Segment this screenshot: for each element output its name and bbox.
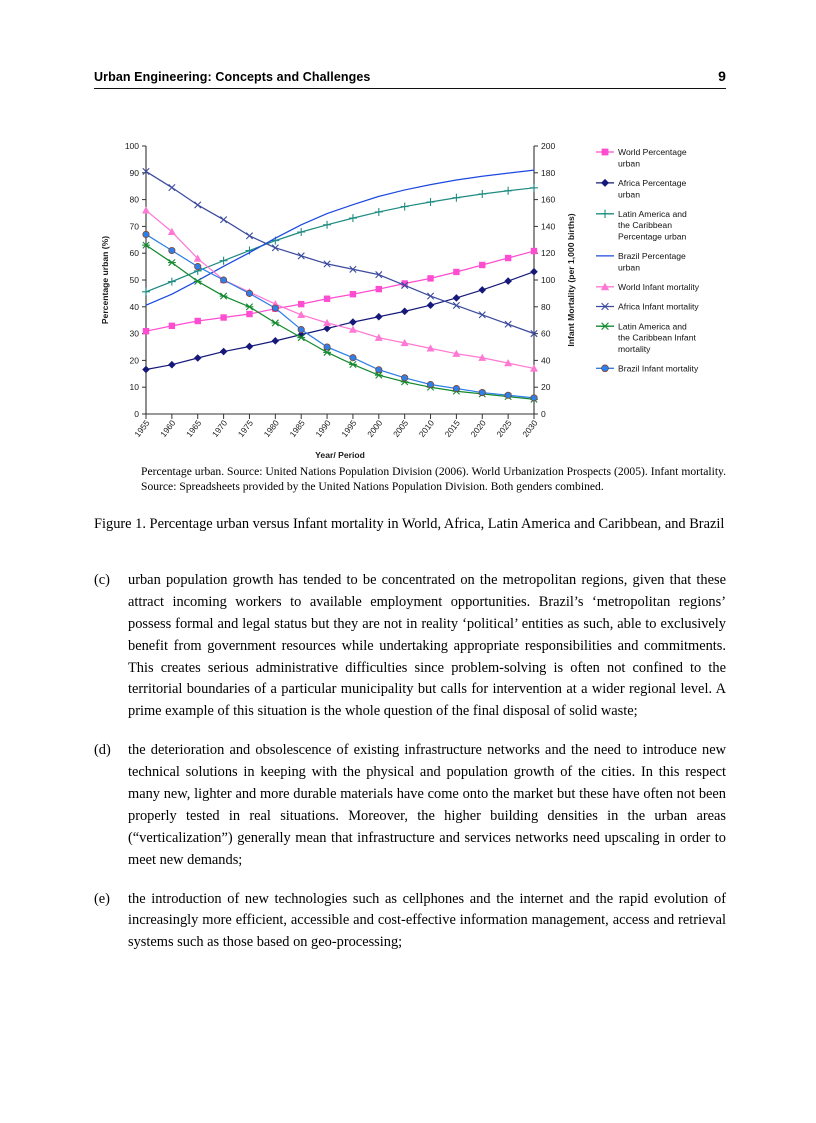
line-chart [94, 132, 726, 462]
list-item-marker: (e) [94, 890, 110, 907]
y-axis-right-tick-label: 0 [541, 409, 546, 419]
legend-label: Africa Infant mortality [618, 301, 699, 312]
marker-circle [453, 385, 459, 391]
legend-label: urban [618, 262, 640, 273]
y-axis-left-tick-label: 60 [129, 248, 139, 259]
list-item [94, 889, 726, 955]
marker-square [246, 311, 252, 317]
chart-container [94, 132, 726, 462]
marker-circle [246, 290, 252, 296]
y-axis-left-tick-label: 50 [129, 275, 139, 285]
marker-circle [169, 247, 175, 253]
marker-circle [479, 389, 485, 395]
header-divider [94, 88, 726, 89]
x-axis-tick-label: 1955 [132, 418, 152, 439]
legend-label: Latin America and [618, 209, 687, 219]
legend-label: Africa Percentage [618, 178, 687, 189]
legend-label: Brazil Infant mortality [618, 363, 699, 374]
legend-item[interactable] [596, 209, 687, 241]
legend-label: World Infant mortality [618, 282, 700, 292]
x-axis-tick-label: 1970 [209, 418, 230, 439]
y-axis-right-tick-label: 20 [541, 382, 551, 393]
x-axis-tick-label: 1995 [339, 418, 359, 439]
y-axis-right-tick-label: 100 [541, 275, 556, 285]
y-axis-right-tick-label: 140 [541, 221, 556, 232]
y-axis-right-tick-label: 180 [541, 167, 556, 178]
legend-item[interactable] [596, 147, 687, 168]
marker-square [220, 314, 226, 320]
y-axis-left-tick-label: 80 [129, 194, 139, 205]
marker-square [376, 286, 382, 292]
list-item-marker: (d) [94, 742, 111, 759]
y-axis-right-tick-label: 160 [541, 194, 556, 205]
x-axis-tick-label: 1965 [183, 418, 204, 439]
x-axis-tick-label: 1980 [261, 418, 281, 439]
y-axis-left-tick-label: 10 [129, 382, 139, 393]
marker-circle [220, 277, 226, 283]
y-axis-left-tick-label: 70 [129, 221, 139, 232]
marker-asterisk [601, 323, 609, 330]
list-item-text: the deterioration and obsolescence of existing infrastructure networks and the need to introduce new technical solutions in keeping with the physical and population growth of the cities. In this respect many new, lighter and more durable materials have come onto the market but these have often not been properly tested in real situations. Moreover, the higher building densities in the urban areas (“verticalization”) generally mean that infrastructure and services networks need upscaling in order to meet new demands; [128, 742, 726, 868]
marker-circle [531, 395, 537, 401]
body-list [94, 570, 726, 971]
y-axis-right-tick-label: 120 [541, 248, 556, 259]
legend-label: urban [618, 158, 640, 169]
marker-circle [298, 326, 304, 332]
plot-area [146, 146, 534, 414]
x-axis-tick-label: 1975 [235, 418, 256, 439]
legend-item[interactable] [596, 302, 699, 312]
x-axis-title: Year/ Period [315, 450, 365, 460]
marker-square [479, 262, 485, 268]
marker-circle [272, 305, 278, 311]
x-axis-tick-label: 2020 [468, 418, 488, 439]
x-axis-tick-label: 1985 [287, 418, 307, 439]
x-axis-tick-label: 1960 [158, 418, 178, 439]
marker-circle [401, 375, 407, 381]
marker-circle [324, 344, 330, 350]
marker-square [531, 248, 537, 254]
marker-diamond [601, 179, 609, 187]
list-item-text: the introduction of new technologies such as cellphones and the internet and the rapid evolution of increasingly more efficient, accessible and cost-effective information management, access and retrieval systems such as those based on geo-processing; [128, 890, 726, 951]
legend-item[interactable] [596, 282, 700, 292]
marker-square [602, 149, 609, 156]
marker-circle [195, 263, 201, 269]
y-axis-right-tick-label: 200 [541, 141, 556, 151]
marker-square [427, 275, 433, 281]
y-axis-right-title: Infant Mortality (per 1,000 births) [566, 213, 576, 347]
legend-label: urban [618, 189, 640, 200]
x-axis-tick-label: 2000 [365, 418, 385, 439]
marker-circle [602, 365, 609, 372]
y-axis-left-tick-label: 20 [129, 355, 139, 366]
legend-label: the Caribbean [618, 220, 672, 231]
marker-square [195, 318, 201, 324]
page-number: 9 [718, 68, 726, 84]
marker-square [453, 269, 459, 275]
x-axis-tick-label: 1990 [313, 418, 333, 439]
figure-caption: Figure 1. Percentage urban versus Infant mortality in World, Africa, Latin America and Caribbean, and Brazil [94, 516, 725, 533]
y-axis-left-tick-label: 100 [124, 141, 139, 151]
legend-label: the Caribbean Infant [618, 332, 696, 343]
running-title: Urban Engineering: Concepts and Challenges [94, 70, 371, 84]
x-axis-tick-label: 2005 [390, 418, 411, 439]
marker-circle [143, 231, 149, 237]
marker-square [298, 301, 304, 307]
y-axis-left-tick-label: 40 [129, 301, 139, 312]
legend-label: Latin America and [618, 321, 687, 332]
y-axis-right-tick-label: 60 [541, 328, 551, 339]
y-axis-left-tick-label: 30 [129, 328, 139, 339]
legend-label: Brazil Percentage [618, 251, 686, 262]
marker-circle [350, 355, 356, 361]
x-axis-tick-label: 2030 [520, 418, 540, 439]
legend-item[interactable] [596, 178, 687, 199]
marker-circle [427, 381, 433, 387]
legend-item[interactable] [596, 364, 699, 374]
legend-label: Percentage urban [618, 231, 687, 242]
x-axis-tick-label: 2015 [442, 418, 462, 439]
marker-square [505, 255, 511, 261]
marker-square [350, 291, 356, 297]
marker-circle [376, 367, 382, 373]
legend-label: World Percentage [618, 147, 687, 158]
y-axis-left-tick-label: 0 [134, 409, 139, 419]
list-item-marker: (c) [94, 572, 110, 588]
figure-1 [94, 132, 726, 535]
figure-source-note: Percentage urban. Source: United Nations Population Division (2006). World Urbanization Prospects (2005). Infant mortality. Source: Spreadsheets provided by the United Nations Population Division. Both genders combined. [141, 465, 726, 494]
running-header [94, 68, 726, 84]
legend-label: mortality [618, 343, 651, 354]
list-item [94, 570, 726, 723]
x-axis-tick-label: 2025 [494, 418, 514, 439]
legend-item[interactable] [596, 251, 686, 272]
marker-square [143, 328, 149, 334]
x-axis-tick-label: 2010 [416, 418, 437, 439]
list-item [94, 740, 726, 871]
y-axis-right-tick-label: 40 [541, 355, 551, 366]
y-axis-right-tick-label: 80 [541, 301, 551, 312]
y-axis-left-title: Percentage urban (%) [100, 235, 110, 325]
marker-circle [505, 392, 511, 398]
legend-item[interactable] [596, 321, 696, 353]
y-axis-left-tick-label: 90 [129, 167, 139, 178]
marker-plus [601, 210, 609, 218]
marker-square [324, 296, 330, 302]
list-item-text: urban population growth has tended to be concentrated on the metropolitan regions, given that these attract incoming workers to available employment opportunities. Brazil’s ‘metropolitan regions’ possess formal and legal status but they are not in reality ‘political’ entities as such, able to exclusively benefit from government resources while undertaking appropriate responsibilities and commitments. This creates serious administrative difficulties since problem-solving is often not confined to the territorial boundaries of a particular municipality but calls for intervention at a wider regional level. A prime example of this situation is the whole question of the final disposal of solid waste; [128, 572, 726, 720]
marker-square [169, 323, 175, 329]
